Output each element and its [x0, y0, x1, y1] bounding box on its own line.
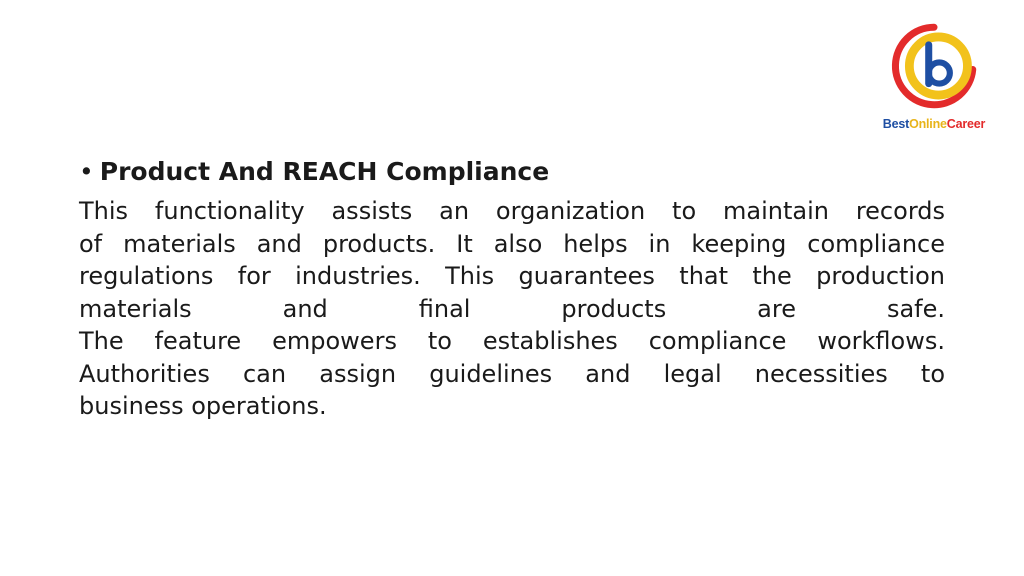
logo-wordmark-online: Online — [909, 117, 947, 131]
paragraph-line: business operations. — [79, 392, 327, 420]
logo-wordmark-career: Career — [946, 117, 986, 131]
paragraph-line: regulations for industries. This guarantees that the production — [79, 262, 945, 290]
slide-heading — [79, 155, 945, 189]
paragraph-line: Authorities can assign guidelines and legal necessities to — [79, 359, 945, 388]
heading-text: Product And REACH Compliance — [99, 157, 550, 186]
paragraph-line: This functionality assists an organization to maintain records — [79, 197, 945, 225]
logo-wordmark — [872, 117, 996, 131]
logo — [872, 22, 996, 134]
slide-content — [79, 155, 945, 423]
paragraph-line: The feature empowers to establishes compliance workflows. — [79, 327, 945, 355]
logo-wordmark-best: Best — [882, 117, 910, 131]
best-online-career-logo-icon — [890, 22, 978, 110]
bullet-marker: • — [79, 157, 94, 186]
paragraph-line: of materials and products. It also helps in keeping compliance — [79, 229, 945, 258]
body-paragraph — [79, 195, 945, 423]
paragraph-line: materials and final products are safe. — [79, 294, 945, 323]
